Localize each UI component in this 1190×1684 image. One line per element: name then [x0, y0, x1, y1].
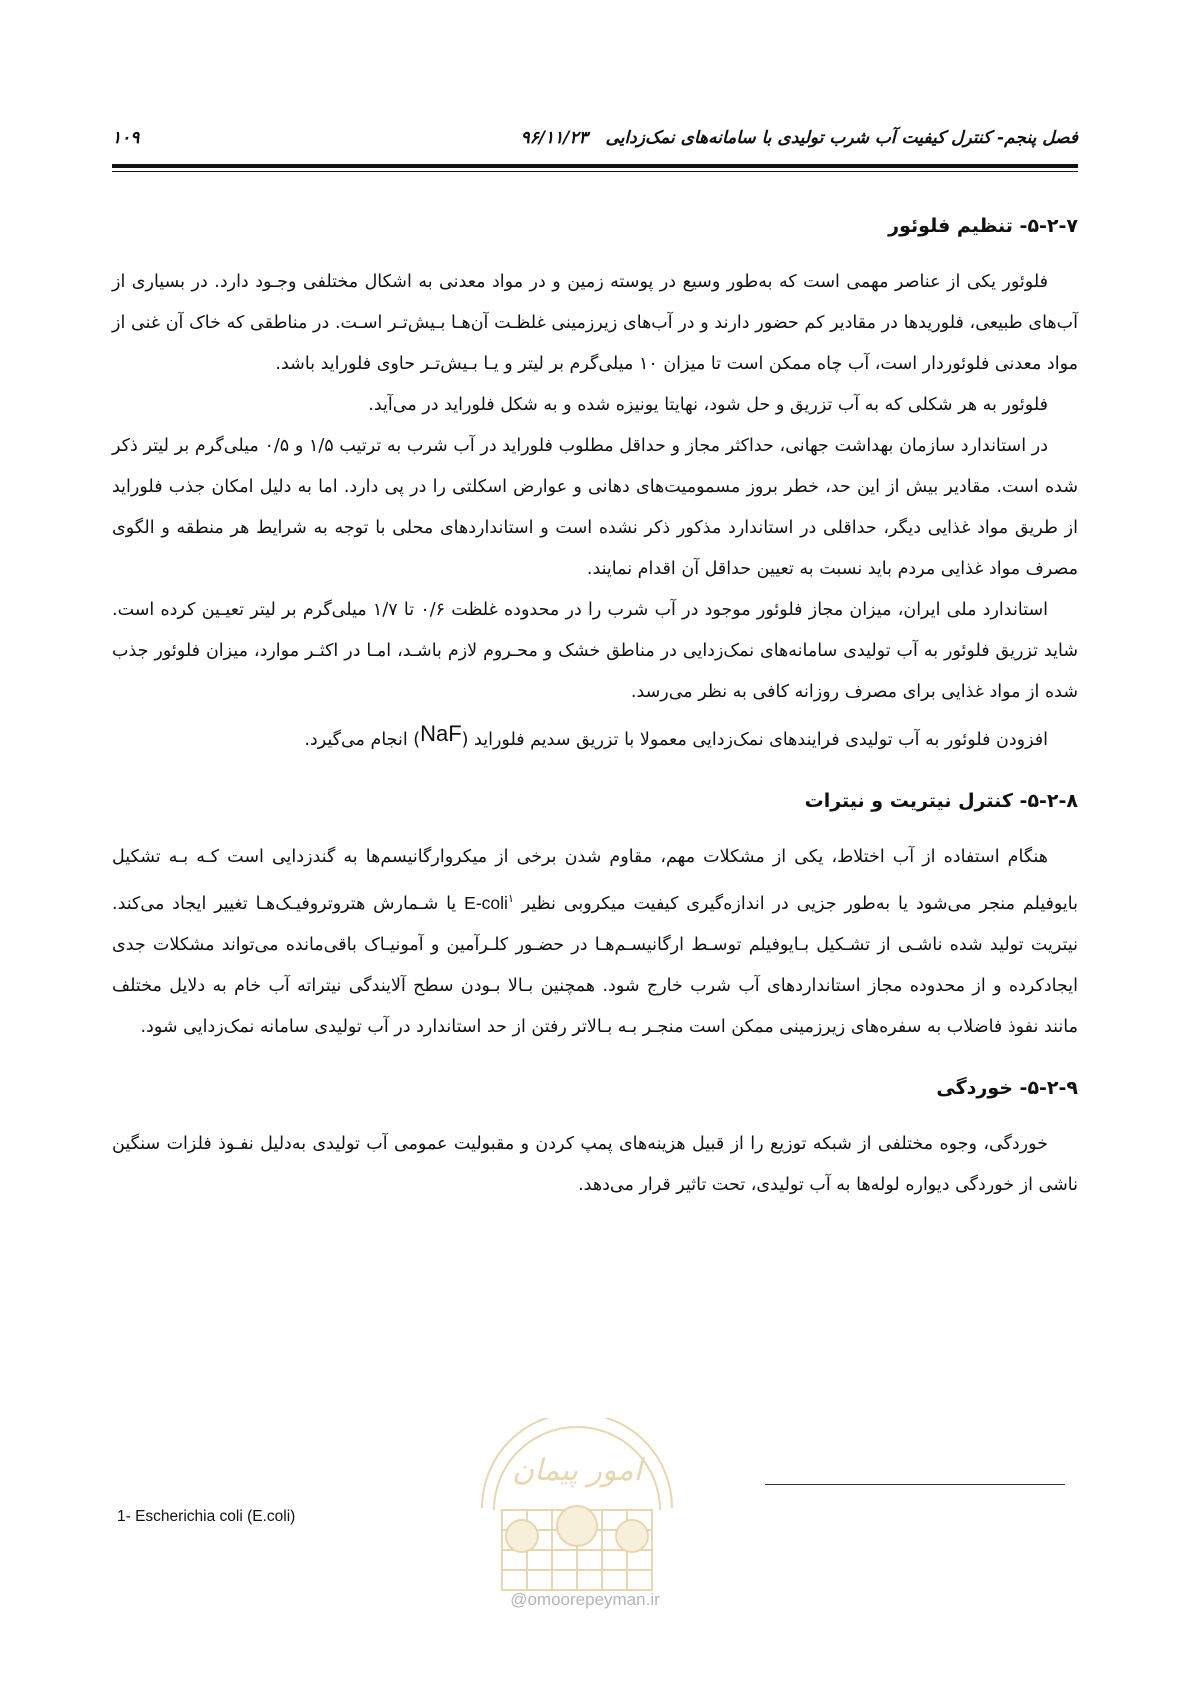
header-date: ۹۶/۱۱/۲۳	[520, 128, 588, 148]
paragraph-text: یا شـمارش هتروتروفیـک‌هـا تغییر ایجاد می‌کند. نیتریت تولید شده ناشـی از تشـکیل بـایوفیلم توسـط ارگانیسـم‌هـا در حضـور کلـرآمین و آمونیـاک باقی‌مانده می‌تواند مشکلات جدی ایجادکرده و از محدوده مجاز استانداردهای آب شرب خارج شود. همچنین بـالا بـودن سطح آلایندگی نیتراته آب خام به دلایل مختلف مانند نفوذ فاضلاب به سفره‌های زیرزمینی ممکن است منجـر بـه بـالاتر رفتن از حد استاندارد در آب تولیدی سامانه نمک‌زدایی شود.	[112, 893, 1078, 1037]
chapter-title: فصل پنجم- کنترل کیفیت آب شرب تولیدی با سامانه‌های نمک‌زدایی ۹۶/۱۱/۲۳	[520, 128, 1078, 148]
watermark-site: @omoorepeyman.ir	[510, 1590, 660, 1609]
paragraph-text: هنگام استفاده از آب اختلاط، یکی از مشکلات مهم، مقاوم شدن برخی از میکروارگانیسم‌ها به گندزدایی است کـه بـه تشکیل بایوفیلم منجر می‌شود یا به‌طور جزیی در اندازه‌گیری کیفیت میکروبی نظیر	[112, 847, 1079, 914]
footnote-rule	[765, 1484, 1065, 1485]
page-content	[112, 212, 1078, 1206]
paragraph: در استاندارد سازمان بهداشت جهانی، حداکثر مجاز و حداقل مطلوب فلوراید در آب شرب به ترتیب ۱/۵ و ۰/۵ میلی‌گرم بر لیتر ذکر شده است. مقادیر بیش از این حد، خطر بروز مسمومیت‌های دهانی و عوارض اسکلتی را در پی دارد. اما به دلیل امکان جذب فلوراید از طریق مواد غذایی دیگر، حداقلی در استاندارد مذکور ذکر نشده است و استانداردهای محلی با توجه به شرایط هر منطقه و الگوی مصرف مواد غذایی مردم باید نسبت به تعیین حداقل آن اقدام نمایند.	[112, 436, 1078, 579]
paragraph: فلوئور به هر شکلی که به آب تزریق و حل شود، نهایتا یونیزه شده و به شکل فلوراید در می‌آید.	[368, 395, 1048, 415]
paragraph: استاندارد ملی ایران، میزان مجاز فلوئور موجود در آب شرب را در محدوده غلظت ۰/۶ تا ۱/۷ میلی‌گرم بر لیتر تعیـین کرده است. شاید تزریق فلوئور به آب تولیدی سامانه‌های نمک‌زدایی در مناطق خشک و محـروم لازم باشـد، امـا در اکثـر موارد، میزان فلوئور جذب شده از مواد غذایی برای مصرف روزانه کافی به نظر می‌رسد.	[112, 600, 1078, 702]
watermark-logo-text: امور پیمان	[512, 1453, 642, 1488]
page-number: ۱۰۹	[112, 128, 140, 148]
watermark-logo	[472, 1418, 682, 1596]
section-heading-fluoride: ۵-۲-۷- تنظیم فلوئور	[888, 215, 1078, 237]
header-rule-thin	[112, 171, 1078, 172]
section-heading-nitrite-nitrate: ۵-۲-۸- کنترل نیتریت و نیترات	[804, 790, 1078, 812]
paragraph	[112, 713, 1078, 761]
ecoli-term: E-coli	[464, 892, 508, 913]
section-heading-corrosion: ۵-۲-۹- خوردگی	[936, 1076, 1078, 1099]
chemical-formula: NaF	[420, 721, 462, 746]
paragraph	[112, 837, 1078, 1048]
paragraph-text: ) انجام می‌گیرد.	[304, 730, 421, 750]
running-header	[112, 128, 1078, 154]
footnote: 1- Escherichia coli (E.coli)	[117, 1508, 296, 1525]
header-rule-thick	[112, 164, 1078, 168]
footnote-reference: ۱	[507, 892, 514, 905]
paragraph: فلوئور یکی از عناصر مهمی است که به‌طور وسیع در پوسته زمین و در مواد معدنی به اشکال مختلفی وجـود دارد. در بسیاری از آب‌های طبیعی، فلوریدها در مقادیر کم حضور دارند و در آب‌های زیرزمینی غلظـت آن‌هـا بـیش‌تـر اسـت. در مناطقی که خاک آن غنی از مواد معدنی فلوئوردار است، آب چاه ممکن است تا میزان ۱۰ میلی‌گرم بر لیتر و یـا بـیش‌تـر حاوی فلوراید باشد.	[112, 272, 1078, 374]
paragraph-text: افزودن فلوئور به آب تولیدی فرایندهای نمک‌زدایی معمولا با تزریق سدیم فلوراید (	[461, 730, 1048, 750]
paragraph: خوردگی، وجوه مختلفی از شبکه توزیع را از قبیل هزینه‌های پمپ کردن و مقبولیت عمومی آب تولیدی به‌دلیل نفـوذ فلزات سنگین ناشی از خوردگی دیواره لوله‌ها به آب تولیدی، تحت تاثیر قرار می‌دهد.	[112, 1133, 1078, 1195]
